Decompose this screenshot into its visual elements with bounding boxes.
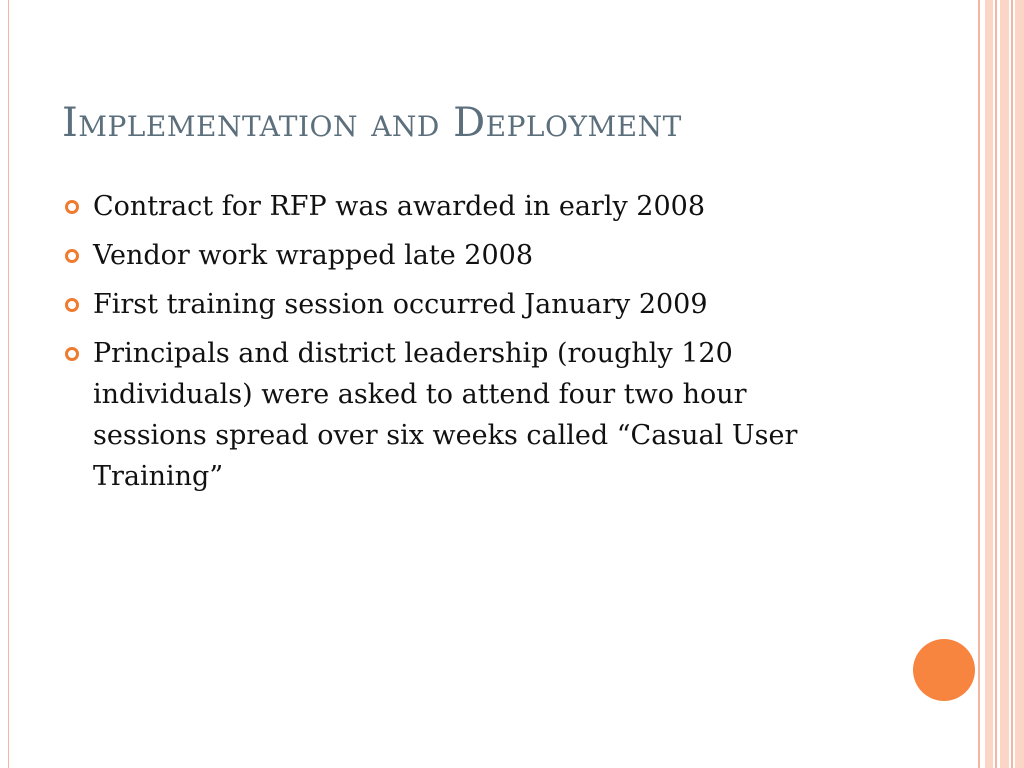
- bullet-circle-icon: [65, 298, 79, 312]
- bullet-list: [62, 186, 862, 505]
- right-decorative-stripe: [1000, 0, 1009, 768]
- orange-circle-decoration: [913, 639, 975, 701]
- bullet-text: Vendor work wrapped late 2008: [93, 240, 534, 271]
- right-decorative-stripe: [985, 0, 993, 768]
- bullet-circle-icon: [65, 249, 79, 263]
- bullet-circle-icon: [65, 200, 79, 214]
- bullet-item: [62, 333, 862, 497]
- bullet-text: Principals and district leadership (roughly 120 individuals) were asked to attend four two hour sessions spread over six weeks called “Casual User Training”: [93, 338, 798, 492]
- right-decorative-stripe: [1015, 0, 1024, 768]
- slide-title: Implementation and Deployment: [62, 100, 682, 146]
- bullet-item: [62, 284, 862, 325]
- bullet-text: Contract for RFP was awarded in early 2008: [93, 191, 706, 222]
- bullet-item: [62, 186, 862, 227]
- bullet-item: [62, 235, 862, 276]
- right-decorative-stripe: [978, 0, 980, 768]
- right-decorative-stripe: [995, 0, 997, 768]
- left-frame-line: [8, 0, 9, 768]
- bullet-text: First training session occurred January 2009: [93, 289, 708, 320]
- right-decorative-stripe: [1011, 0, 1013, 768]
- bullet-circle-icon: [65, 347, 79, 361]
